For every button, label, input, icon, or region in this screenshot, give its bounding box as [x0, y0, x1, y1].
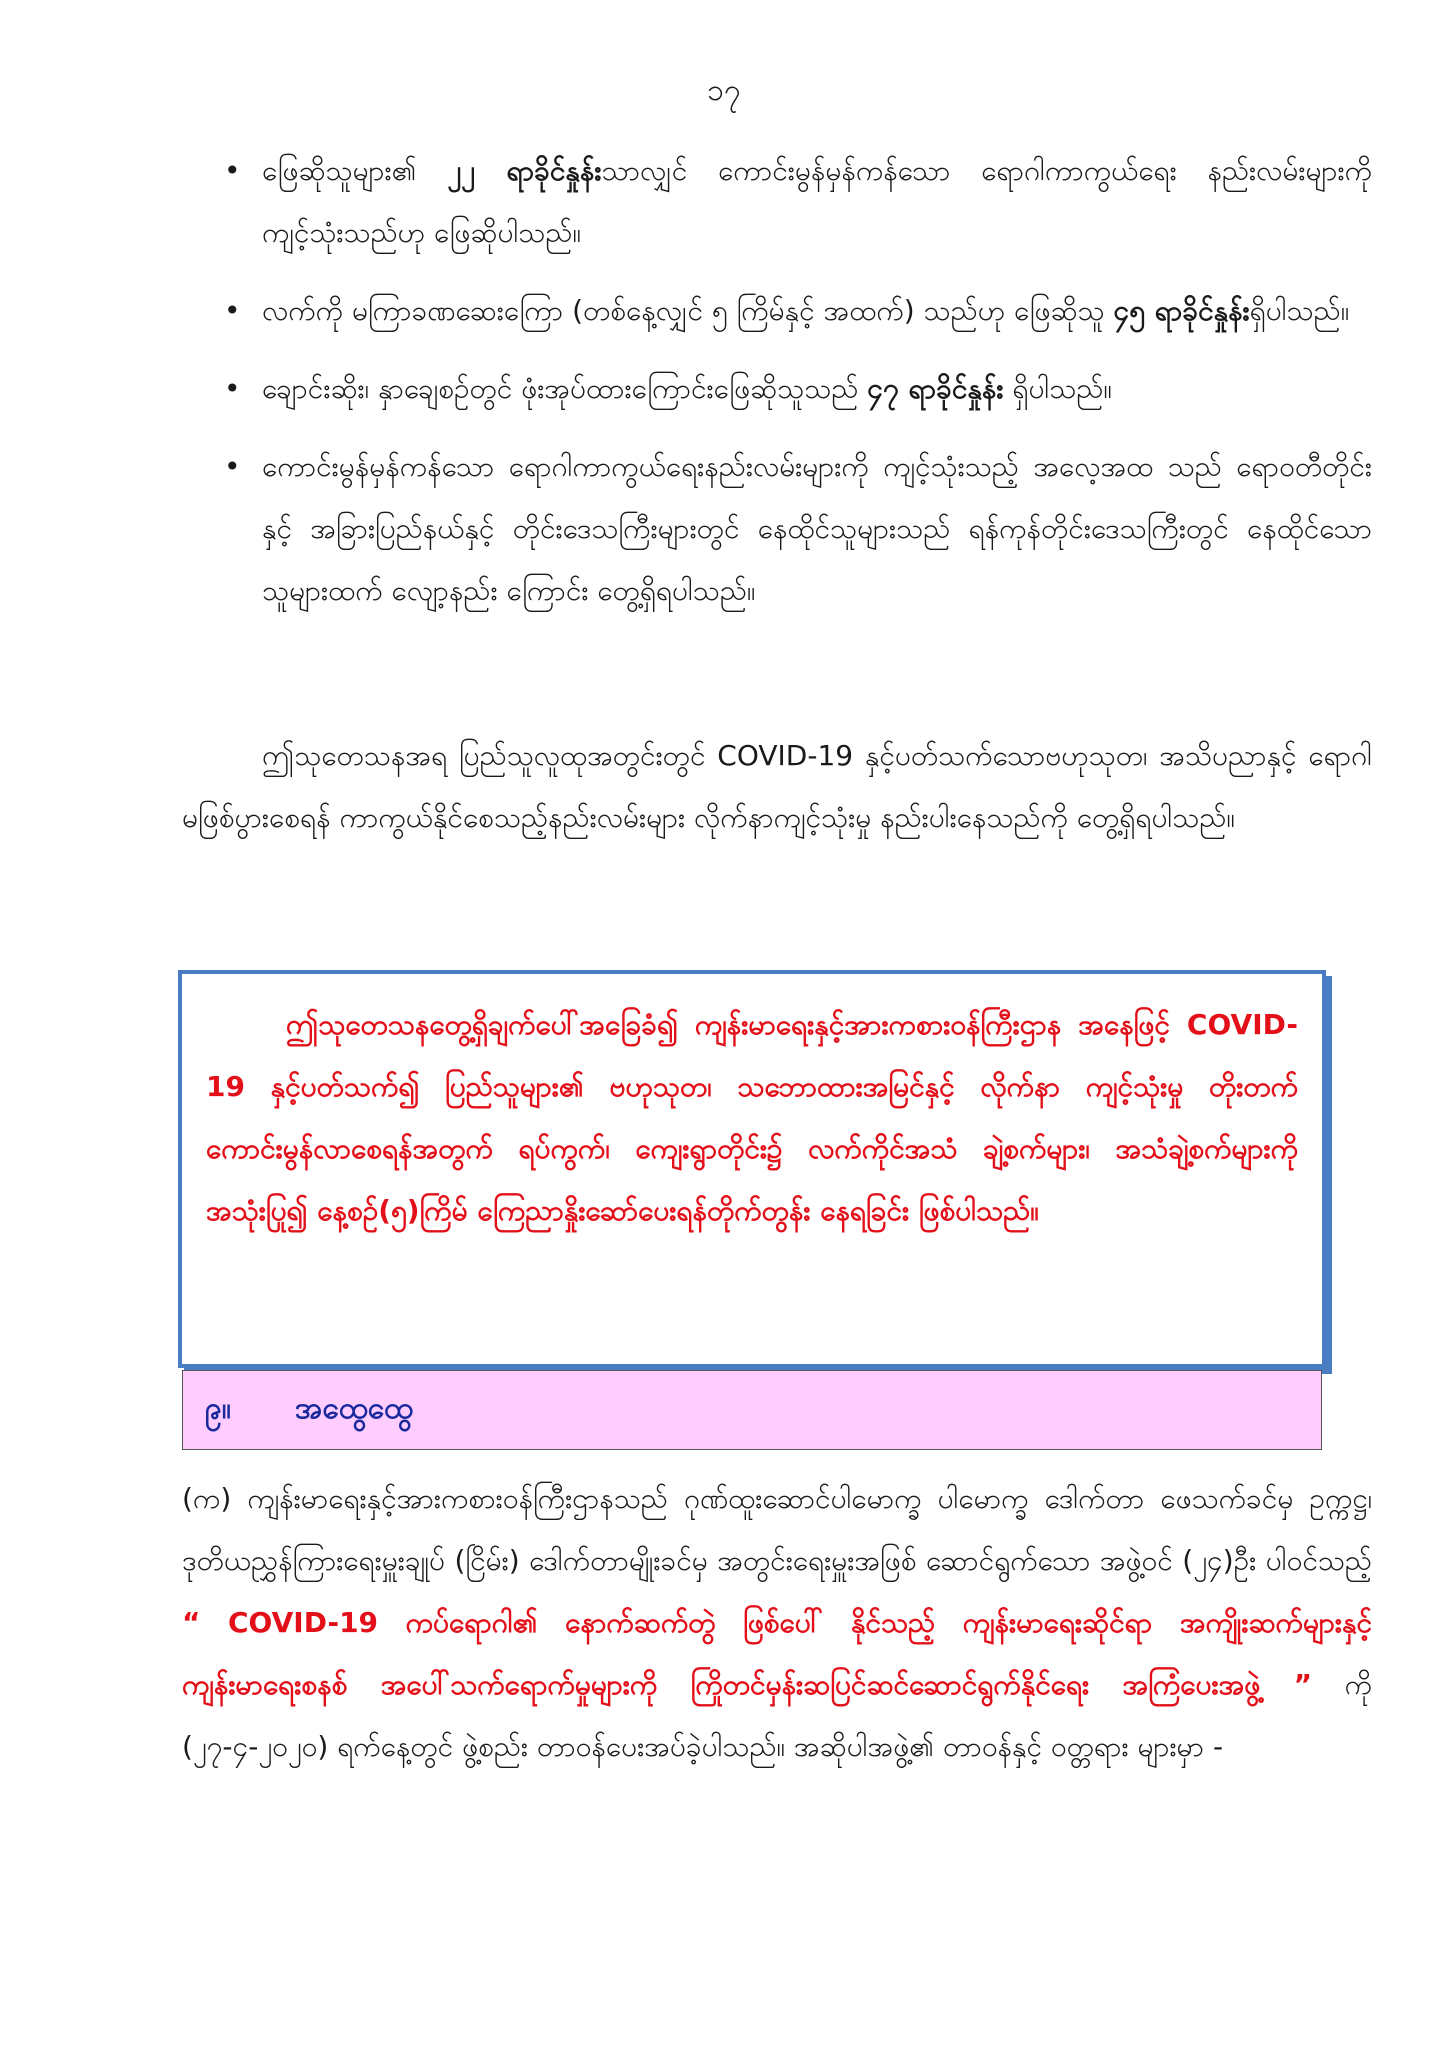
bullet-text: ချောင်းဆိုး၊ နှာချေစဉ်တွင် ဖုံးအုပ်ထားကြောင်းဖြေဆိုသူသည် [262, 372, 868, 405]
bullet-highlight: ၄၅ ရာခိုင်နှုန်း [1113, 294, 1250, 327]
paragraph-text: ကို (၂၇-၄-၂၀၂၀) ရက်နေ့တွင် ဖွဲ့စည်း တာဝန်ပေးအပ်ခဲ့ပါသည်။ အဆိုပါအဖွဲ့၏ တာဝန်နှင့် ဝတ္တရား များမှာ - [182, 1668, 1372, 1763]
list-item [222, 358, 1372, 420]
bullet-highlight: ၄၇ ရာခိုင်နှုန်း [867, 372, 1004, 405]
list-item [222, 436, 1372, 622]
page-number: ၁၇ [707, 73, 741, 108]
recommendation-callout: ဤသုတေသနတွေ့ရှိချက်ပေါ်အခြေခံ၍ ကျန်းမာရေးနှင့်အားကစားဝန်ကြီးဌာန အနေဖြင့် COVID-19 နှင့်ပတ်သက်၍ ပြည်သူများ၏ ဗဟုသုတ၊ သဘောထားအမြင်နှင့် လိုက်နာ ကျင့်သုံးမှု တိုးတက် ကောင်းမွန်လာစေရန်အတွက် ရပ်ကွက်၊ ကျေးရွာတိုင်း၌ လက်ကိုင်အသံ ချဲ့စက်များ၊ အသံချဲ့စက်များကိုအသုံးပြု၍ နေ့စဉ်(၅)ကြိမ် ကြေညာနှိုးဆော်ပေးရန်တိုက်တွန်း နေရခြင်း ဖြစ်ပါသည်။ [178, 970, 1326, 1368]
bullet-text: ကောင်းမွန်မှန်ကန်သော ရောဂါကာကွယ်ရေးနည်းလမ်းများကို ကျင့်သုံးသည့် အလေ့အထ သည် ရော၀တီတိုင်းနှင့် အခြားပြည်နယ်နှင့် တိုင်းဒေသကြီးများတွင် နေထိုင်သူများသည် ရန်ကုန်တိုင်းဒေသကြီးတွင် နေထိုင်သောသူများထက် လျော့နည်း ကြောင်း တွေ့ရှိရပါသည်။ [262, 450, 1372, 607]
summary-paragraph: ဤသုတေသနအရ ပြည်သူလူထုအတွင်းတွင် COVID-19 နှင့်ပတ်သက်သောဗဟုသုတ၊ အသိပညာနှင့် ရောဂါမဖြစ်ပွားစေရန် ကာကွယ်နိုင်စေသည့်နည်းလမ်းများ လိုက်နာကျင့်သုံးမှု နည်းပါးနေသည်ကို တွေ့ရှိရပါသည်။ [182, 739, 1372, 834]
findings-list [222, 140, 1372, 638]
bullet-highlight: ၂၂ ရာခိုင်နှုန်း [447, 154, 602, 187]
bullet-text: ဖြေဆိုသူများ၏ [262, 154, 448, 187]
bullet-text: ရှိပါသည်။ [1003, 372, 1112, 405]
bullet-text: လက်ကို မကြာခဏဆေးကြော (တစ်နေ့လျှင် ၅ ကြိမ်နှင့် အထက်) သည်ဟု ဖြေဆိုသူ [262, 294, 1114, 327]
body-paragraph [182, 1468, 1372, 1778]
section-number: ၉။ [205, 1390, 231, 1426]
committee-name: “ COVID-19 ကပ်ရောဂါ၏ နောက်ဆက်တွဲ ဖြစ်ပေါ် နိုင်သည့် ကျန်းမာရေးဆိုင်ရာ အကျိုးဆက်များနှင့် ကျန်းမာရေးစနစ် အပေါ်သက်ရောက်မှုများကို ကြိုတင်မှန်းဆပြင်ဆင်ဆောင်ရွက်နိုင်ရေး အကြံပေးအဖွဲ့ ” [182, 1606, 1372, 1701]
list-item [222, 280, 1372, 342]
bullet-text: ရှိပါသည်။ [1249, 294, 1350, 327]
section-heading [182, 1370, 1322, 1450]
list-item [222, 140, 1372, 264]
section-title: အထွေထွေ [295, 1390, 414, 1426]
paragraph-text: (က) ကျန်းမာရေးနှင့်အားကစားဝန်ကြီးဌာနသည် ဂုဏ်ထူးဆောင်ပါမောက္ခ ပါမောက္ခ ဒေါက်တာ ဖေသက်ခင်မှ ဥက္ကဋ္ဌ၊ ဒုတိယညွှန်ကြားရေးမှူးချုပ် (ငြိမ်း) ဒေါက်တာမျိုးခင်မှ အတွင်းရေးမှူးအဖြစ် ဆောင်ရွက်သော အဖွဲ့ဝင် (၂၄)ဦး ပါဝင်သည့် [182, 1482, 1372, 1577]
bullet-text: သာလျှင် ကောင်းမွန်မှန်ကန်သော ရောဂါကာကွယ်ရေး နည်းလမ်းများကို ကျင့်သုံးသည်ဟု ဖြေဆိုပါသည်။ [262, 154, 1372, 249]
